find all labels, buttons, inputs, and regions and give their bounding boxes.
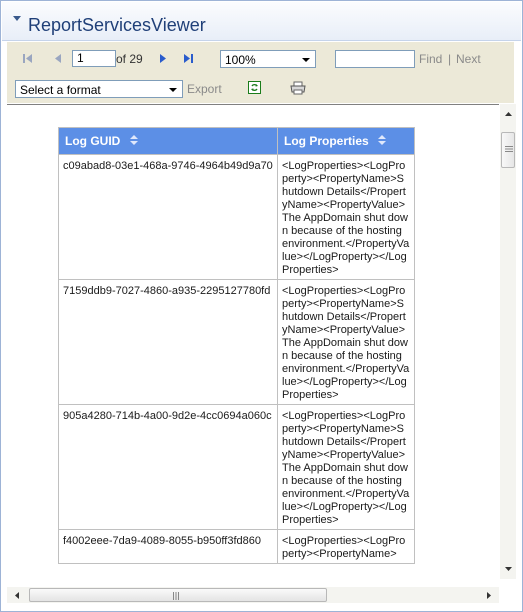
table-row [59, 405, 415, 530]
log-guid-cell: 7159ddb9-7027-4860-a935-2295127780fd [59, 280, 278, 405]
format-value: Select a format [20, 83, 101, 97]
log-properties-cell: <LogProperties><LogProperty><PropertyName>Shutdown Details</PropertyName><PropertyValue>The AppDomain shut down because of the hosting environment.</PropertyValue></LogProperty></LogProperties> [278, 280, 415, 405]
next-page-icon[interactable] [156, 51, 170, 65]
first-page-icon[interactable] [21, 51, 35, 65]
prev-page-icon[interactable] [51, 51, 65, 65]
chevron-down-icon [302, 58, 310, 62]
chevron-down-icon [169, 88, 177, 92]
toolbar-row-navigation [7, 42, 514, 74]
report-toolbar [7, 42, 514, 103]
export-link[interactable]: Export [187, 82, 222, 96]
zoom-value: 100% [225, 53, 256, 67]
toolbar-row-export [7, 74, 514, 103]
log-properties-cell: <LogProperties><LogProperty><PropertyName> [278, 530, 415, 564]
log-properties-cell: <LogProperties><LogProperty><PropertyName>Shutdown Details</PropertyName><PropertyValue>The AppDomain shut down because of the hosting environment.</PropertyValue></LogProperty></LogProperties> [278, 405, 415, 530]
scroll-down-icon[interactable] [500, 561, 516, 577]
zoom-dropdown[interactable] [220, 50, 316, 68]
sort-icon[interactable] [130, 134, 138, 148]
title-bar [2, 2, 521, 41]
column-header-log-properties[interactable] [278, 128, 415, 155]
column-header-label: Log Properties [284, 133, 369, 148]
vertical-scrollbar[interactable] [500, 104, 516, 579]
table-header-row [59, 128, 415, 155]
find-next-link[interactable]: Next [456, 52, 481, 66]
log-guid-cell: f4002eee-7da9-4089-8055-b950ff3fd860 [59, 530, 278, 564]
app-title: ReportServicesViewer [28, 15, 206, 35]
vertical-scroll-thumb[interactable] [501, 132, 515, 168]
table-row [59, 155, 415, 280]
find-link[interactable]: Find [419, 52, 443, 66]
sort-icon[interactable] [378, 134, 386, 148]
column-header-log-guid[interactable] [59, 128, 278, 155]
log-guid-cell: c09abad8-03e1-468a-9746-4964b49d9a70 [59, 155, 278, 280]
horizontal-scroll-thumb[interactable] [29, 588, 327, 602]
table-row [59, 530, 415, 564]
scroll-up-icon[interactable] [500, 106, 516, 122]
print-icon[interactable] [290, 81, 306, 95]
log-properties-cell: <LogProperties><LogProperty><PropertyName>Shutdown Details</PropertyName><PropertyValue>The AppDomain shut down because of the hosting environment.</PropertyValue></LogProperty></LogProperties> [278, 155, 415, 280]
scroll-left-icon[interactable] [9, 587, 25, 603]
refresh-icon[interactable] [248, 81, 261, 94]
page-number-input[interactable] [72, 50, 116, 67]
table-row [59, 280, 415, 405]
collapse-arrow-icon[interactable] [13, 16, 21, 21]
toolbar-separator: | [448, 52, 452, 66]
column-header-label: Log GUID [65, 133, 121, 148]
log-table [58, 127, 415, 564]
page-total-label: of 29 [116, 52, 143, 66]
report-content-area [7, 104, 499, 580]
horizontal-scrollbar[interactable] [7, 587, 499, 603]
last-page-icon[interactable] [181, 51, 195, 65]
export-format-dropdown[interactable] [15, 80, 183, 98]
find-text-input[interactable] [335, 50, 415, 68]
log-guid-cell: 905a4280-714b-4a00-9d2e-4cc0694a060c [59, 405, 278, 530]
scroll-right-icon[interactable] [481, 587, 497, 603]
